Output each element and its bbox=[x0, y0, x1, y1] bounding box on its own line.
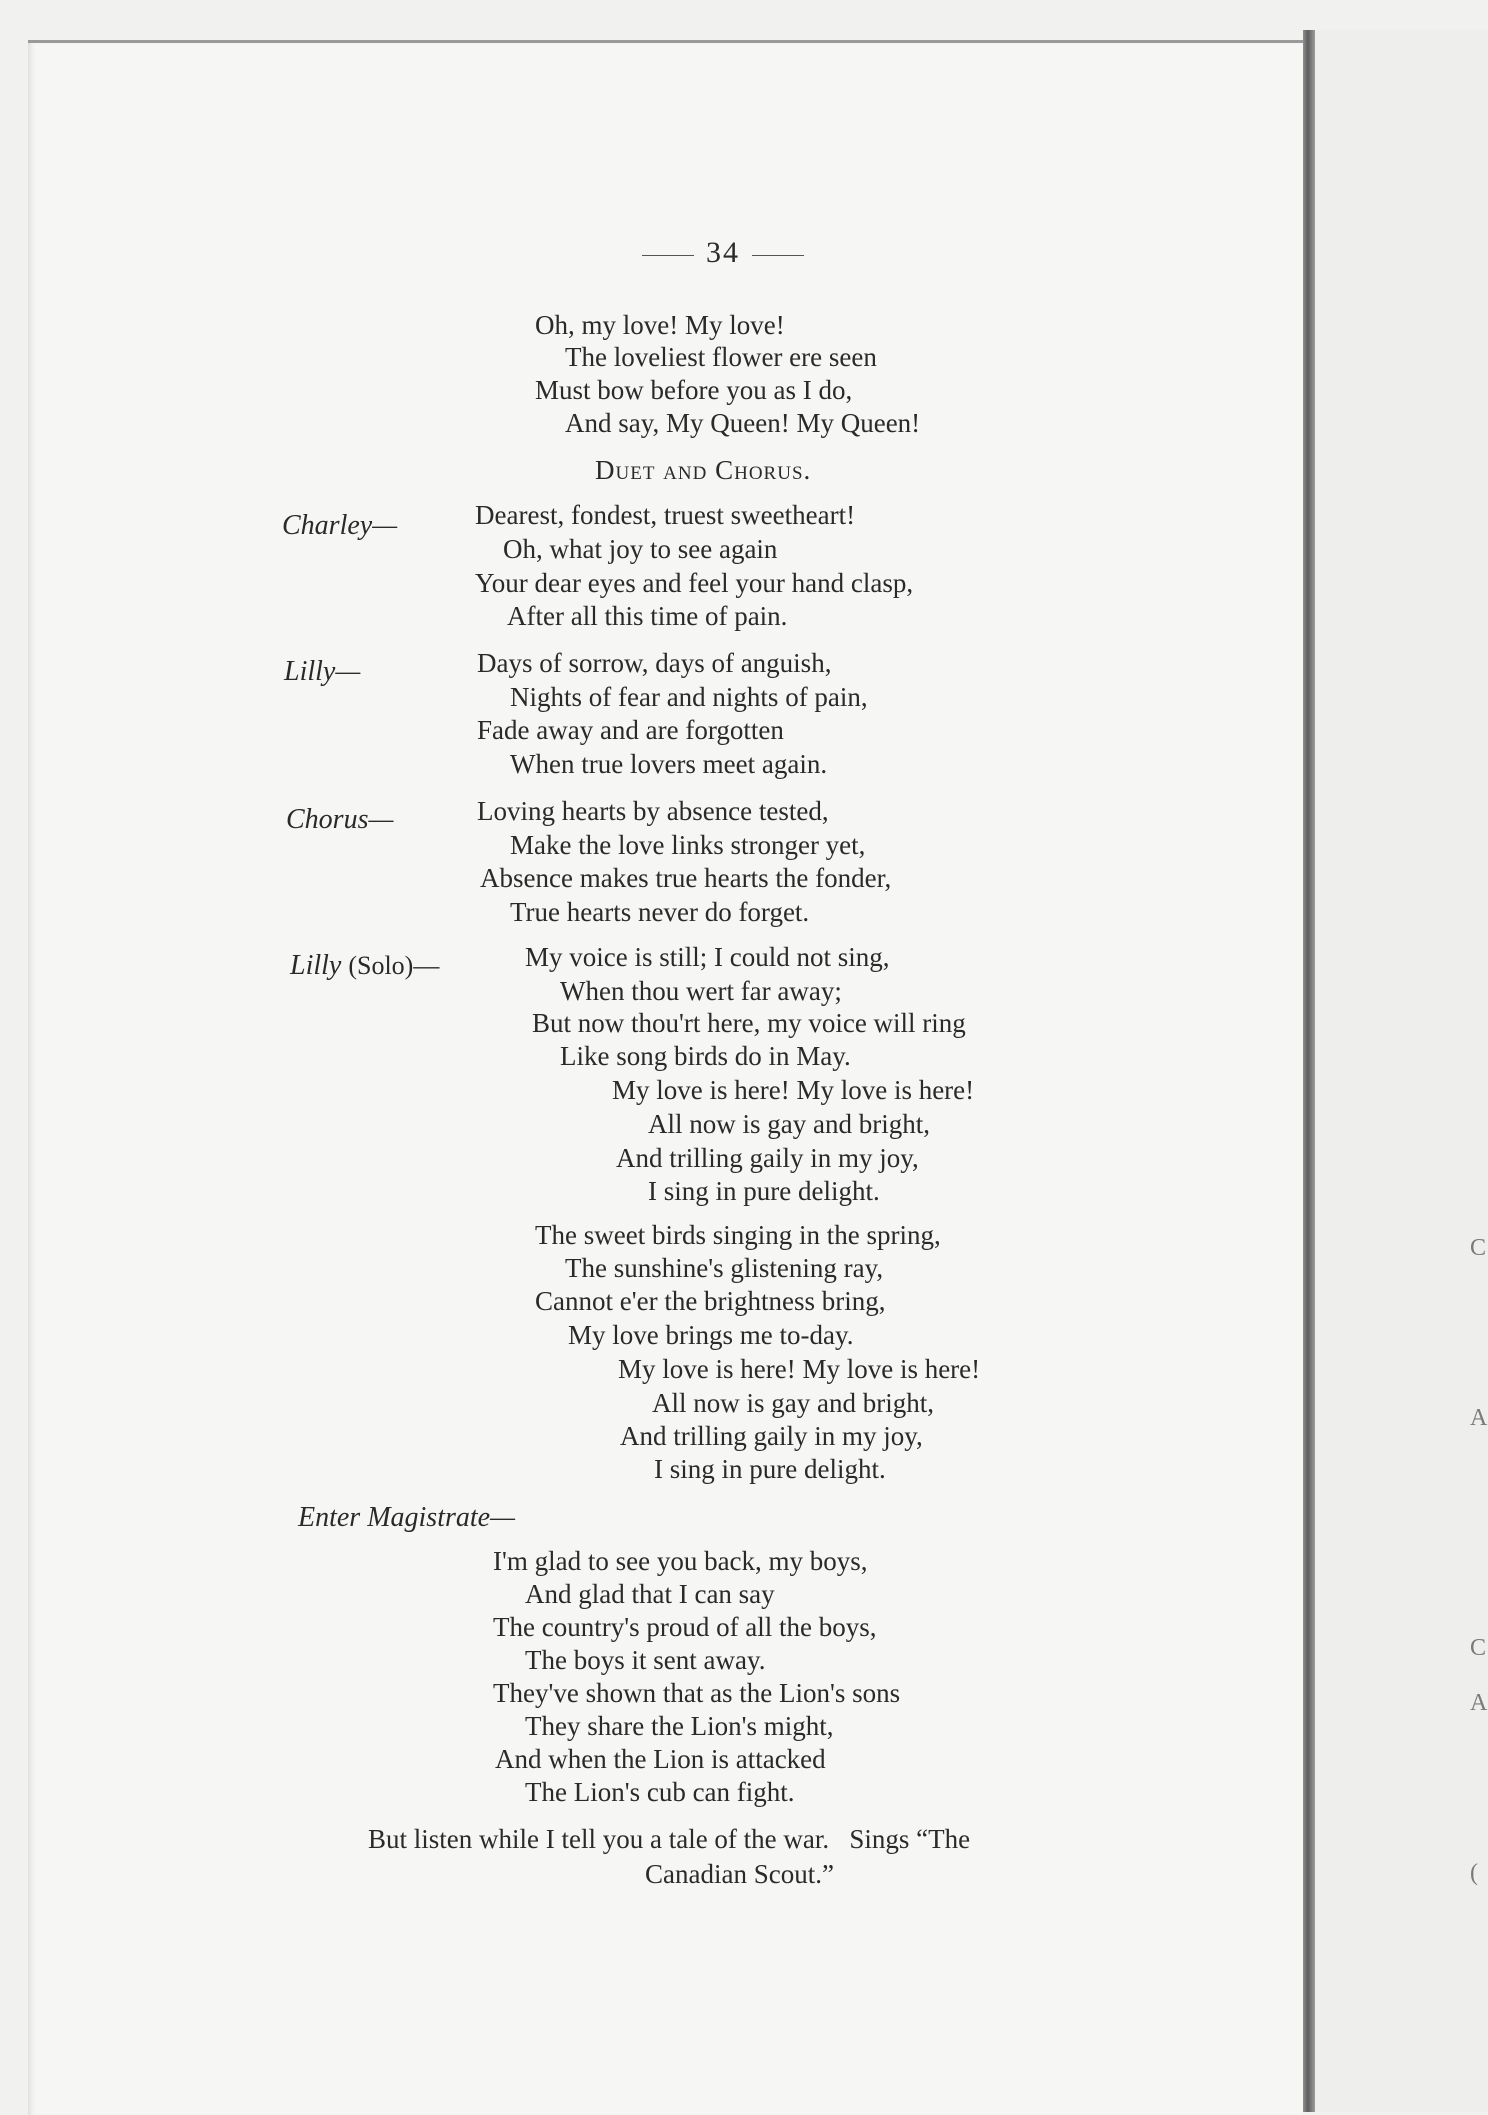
book-gutter bbox=[1303, 30, 1315, 2112]
verse-line: Fade away and are forgotten bbox=[477, 715, 784, 745]
verse-line: The loveliest flower ere seen bbox=[565, 342, 877, 372]
speaker-charley: Charley— bbox=[282, 510, 398, 541]
verse-line: When true lovers meet again. bbox=[510, 749, 828, 779]
verse-line: And glad that I can say bbox=[525, 1579, 775, 1609]
verse-line: All now is gay and bright, bbox=[652, 1388, 934, 1418]
verse-line: And say, My Queen! My Queen! bbox=[565, 408, 921, 438]
verse-line: The sunshine's glistening ray, bbox=[565, 1253, 884, 1283]
verse-line: Dearest, fondest, truest sweetheart! bbox=[475, 500, 856, 530]
verse-line: When thou wert far away; bbox=[560, 976, 842, 1006]
verse-line: My love brings me to-day. bbox=[568, 1320, 854, 1350]
verse-line: After all this time of pain. bbox=[507, 601, 788, 631]
verse-line: But now thou'rt here, my voice will ring bbox=[532, 1008, 966, 1038]
verse-line: Your dear eyes and feel your hand clasp, bbox=[475, 568, 914, 598]
verse-line: The country's proud of all the boys, bbox=[493, 1612, 877, 1642]
verse-line: And when the Lion is attacked bbox=[495, 1744, 826, 1774]
verse-line: Oh, my love! My love! bbox=[535, 310, 785, 340]
dash-left bbox=[642, 255, 694, 256]
verse-line: My voice is still; I could not sing, bbox=[525, 942, 890, 972]
verse-line: Cannot e'er the brightness bring, bbox=[535, 1286, 886, 1316]
verse-line: All now is gay and bright, bbox=[648, 1109, 930, 1139]
verse-line: Must bow before you as I do, bbox=[535, 375, 853, 405]
section-heading: Duet and Chorus. bbox=[595, 455, 812, 485]
closing-line: But listen while I tell you a tale of the war. Sings “The bbox=[368, 1824, 971, 1854]
verse-line: They share the Lion's might, bbox=[525, 1711, 834, 1741]
verse-line: I sing in pure delight. bbox=[654, 1454, 886, 1484]
closing-line: Canadian Scout.” bbox=[645, 1859, 834, 1889]
right-page-letter: A bbox=[1470, 1690, 1488, 1716]
right-page-letter: A bbox=[1470, 1405, 1488, 1431]
speaker-note: (Solo)— bbox=[348, 951, 440, 980]
verse-line: My love is here! My love is here! bbox=[618, 1354, 981, 1384]
verse-line: Make the love links stronger yet, bbox=[510, 830, 866, 860]
right-page-letter: C bbox=[1470, 1235, 1487, 1261]
verse-line: True hearts never do forget. bbox=[510, 897, 810, 927]
verse-line: I sing in pure delight. bbox=[648, 1176, 880, 1206]
right-page-letter: ( bbox=[1470, 1860, 1478, 1886]
verse-line: They've shown that as the Lion's sons bbox=[493, 1678, 901, 1708]
right-page-letter: C bbox=[1470, 1635, 1487, 1661]
stage-direction: Enter Magistrate— bbox=[298, 1502, 515, 1533]
verse-line: The sweet birds singing in the spring, bbox=[535, 1220, 941, 1250]
verse-line: I'm glad to see you back, my boys, bbox=[493, 1546, 868, 1576]
speaker-lilly: Lilly— bbox=[284, 656, 361, 687]
verse-line: My love is here! My love is here! bbox=[612, 1075, 975, 1105]
verse-line: The Lion's cub can fight. bbox=[525, 1777, 795, 1807]
verse-line: Absence makes true hearts the fonder, bbox=[480, 863, 892, 893]
verse-line: Loving hearts by absence tested, bbox=[477, 796, 829, 826]
right-page-edge bbox=[1315, 30, 1488, 2112]
verse-line: The boys it sent away. bbox=[525, 1645, 766, 1675]
speaker-name: Lilly bbox=[290, 950, 342, 981]
verse-line: Days of sorrow, days of anguish, bbox=[477, 648, 832, 678]
verse-line: Oh, what joy to see again bbox=[503, 534, 778, 564]
page-number-text: 34 bbox=[706, 236, 740, 269]
verse-line: And trilling gaily in my joy, bbox=[620, 1421, 923, 1451]
verse-line: Like song birds do in May. bbox=[560, 1041, 851, 1071]
verse-line: Nights of fear and nights of pain, bbox=[510, 682, 868, 712]
verse-line: And trilling gaily in my joy, bbox=[616, 1143, 919, 1173]
dash-right bbox=[752, 255, 804, 256]
speaker-chorus: Chorus— bbox=[286, 804, 394, 835]
speaker-lilly-solo bbox=[290, 952, 439, 980]
page-number bbox=[630, 236, 816, 270]
